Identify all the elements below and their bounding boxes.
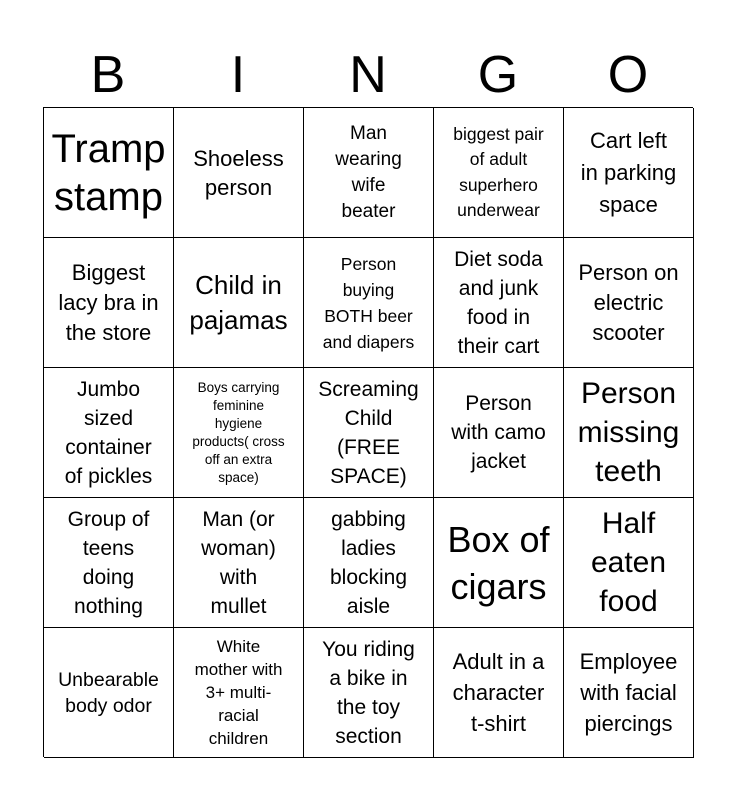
cell-text: White mother with 3+ multi- racial children [194, 637, 283, 748]
header-letter-n: N [349, 46, 387, 104]
header-letter-o: O [607, 46, 649, 104]
cell-text: Diet soda and junk food in their cart [454, 247, 543, 358]
cell-text: Biggest lacy bra in the store [58, 259, 159, 345]
bingo-cell[interactable] [434, 368, 564, 498]
bingo-cell[interactable] [434, 108, 564, 238]
cell-text: Person buying BOTH beer and diapers [322, 253, 415, 352]
bingo-cell[interactable] [304, 628, 434, 758]
bingo-cell[interactable] [564, 368, 694, 498]
bingo-board [43, 107, 693, 757]
bingo-cell[interactable] [44, 368, 174, 498]
cell-text: Half eaten food [590, 507, 667, 618]
cell-text: Employee with facial piercings [579, 649, 678, 736]
bingo-cell[interactable] [564, 498, 694, 628]
cell-text: Child in pajamas [189, 269, 288, 335]
cell-text: Person on electric scooter [578, 259, 679, 345]
bingo-cell[interactable] [44, 238, 174, 368]
bingo-cell[interactable] [304, 108, 434, 238]
cell-text: Cart left in parking space [580, 127, 677, 217]
bingo-cell[interactable] [304, 238, 434, 368]
bingo-cell[interactable] [434, 498, 564, 628]
bingo-cell[interactable] [174, 238, 304, 368]
cell-text: Man (or woman) with mullet [201, 507, 276, 618]
bingo-cell[interactable] [44, 498, 174, 628]
bingo-cell[interactable] [174, 498, 304, 628]
cell-text: Shoeless person [193, 145, 284, 200]
bingo-cell[interactable] [174, 108, 304, 238]
header-letter-i: I [230, 46, 246, 104]
cell-text: Person missing teeth [577, 377, 680, 488]
bingo-cell[interactable] [564, 108, 694, 238]
cell-text: Jumbo sized container of pickles [64, 377, 153, 488]
bingo-cell[interactable] [174, 628, 304, 758]
bingo-cell[interactable] [564, 628, 694, 758]
cell-text: You riding a bike in the toy section [322, 637, 415, 748]
bingo-cell[interactable] [174, 368, 304, 498]
cell-text: Man wearing wife beater [335, 122, 402, 222]
cell-text: Adult in a character t-shirt [452, 649, 545, 736]
cell-text: Unbearable body odor [58, 668, 159, 717]
bingo-cell[interactable] [304, 368, 434, 498]
cell-text: Screaming Child (FREE SPACE) [318, 377, 419, 488]
cell-text: biggest pair of adult superhero underwear [453, 123, 544, 220]
bingo-header [43, 44, 693, 106]
bingo-cell[interactable] [434, 628, 564, 758]
bingo-cell[interactable] [304, 498, 434, 628]
cell-text: Box of cigars [447, 518, 550, 607]
header-letter-g: G [477, 46, 519, 104]
bingo-cell[interactable] [44, 628, 174, 758]
cell-text: gabbing ladies blocking aisle [329, 507, 408, 618]
cell-text: Person with camo jacket [451, 392, 546, 473]
bingo-cell[interactable] [564, 238, 694, 368]
cell-text: Boys carrying feminine hygiene products( cross off an extra space) [192, 379, 285, 485]
cell-text: Tramp stamp [51, 126, 166, 219]
bingo-cell[interactable] [434, 238, 564, 368]
cell-text: Group of teens doing nothing [67, 507, 150, 618]
header-letter-b: B [90, 46, 126, 104]
bingo-cell[interactable] [44, 108, 174, 238]
